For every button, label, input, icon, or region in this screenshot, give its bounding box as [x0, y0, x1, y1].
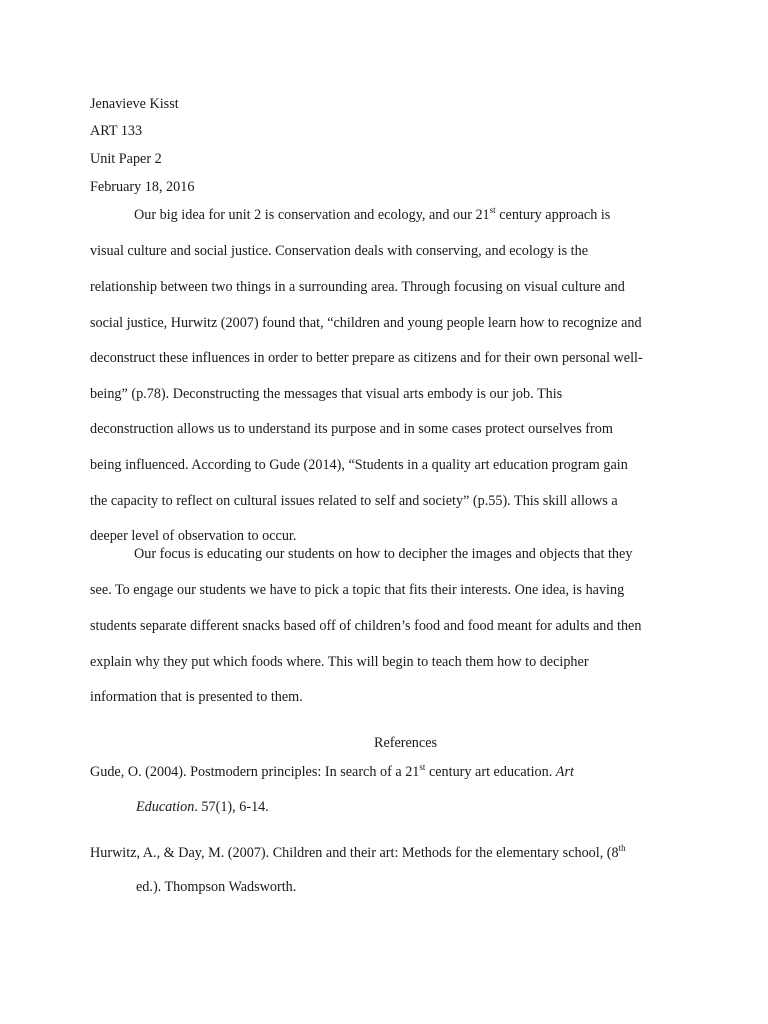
- text-run: . 57(1), 6-14.: [194, 799, 269, 815]
- reference-1-line-2: [136, 799, 269, 815]
- reference-2-line-2: ed.). Thompson Wadsworth.: [136, 879, 297, 895]
- paragraph-1-line-3: relationship between two things in a surrounding area. Through focusing on visual culture and: [90, 279, 625, 295]
- text-run: century art education.: [425, 764, 556, 780]
- text-run: Hurwitz, A., & Day, M. (2007). Children and their art: Methods for the elementary school, (8: [90, 845, 619, 861]
- journal-title-part: Education: [136, 799, 195, 815]
- paragraph-2-line-2: see. To engage our students we have to pick a topic that fits their interests. One idea, is having: [90, 582, 625, 598]
- superscript: st: [489, 205, 496, 215]
- paragraph-1-line-1: [134, 207, 610, 223]
- paper-date: February 18, 2016: [90, 179, 195, 195]
- paragraph-2-line-3: students separate different snacks based off of children’s food and food meant for adults and then: [90, 618, 642, 634]
- paragraph-1-line-2: visual culture and social justice. Conservation deals with conserving, and ecology is the: [90, 243, 589, 259]
- paragraph-1-line-8: being influenced. According to Gude (2014), “Students in a quality art education program gain: [90, 457, 628, 473]
- paragraph-1-line-7: deconstruction allows us to understand its purpose and in some cases protect ourselves from: [90, 421, 613, 437]
- journal-title-part: Art: [555, 764, 574, 780]
- paragraph-1-line-6: being” (p.78). Deconstructing the messages that visual arts embody is our job. This: [90, 386, 563, 402]
- paragraph-1-line-9: the capacity to reflect on cultural issues related to self and society” (p.55). This skill allows a: [90, 493, 618, 509]
- text-run: century approach is: [495, 207, 611, 223]
- paragraph-2-line-5: information that is presented to them.: [90, 689, 303, 705]
- paragraph-1-line-5: deconstruct these influences in order to better prepare as citizens and for their own personal well-: [90, 350, 643, 366]
- superscript: th: [618, 843, 626, 853]
- assignment-title: Unit Paper 2: [90, 151, 162, 167]
- reference-2-line-1: [90, 845, 626, 861]
- paragraph-1-line-10: deeper level of observation to occur.: [90, 528, 297, 544]
- paragraph-1-line-4: social justice, Hurwitz (2007) found that, “children and young people learn how to recognize and: [90, 315, 642, 331]
- paragraph-2-line-1: Our focus is educating our students on how to decipher the images and objects that they: [134, 546, 633, 562]
- paragraph-2-line-4: explain why they put which foods where. This will begin to teach them how to decipher: [90, 654, 589, 670]
- superscript: st: [419, 762, 426, 772]
- author-name: Jenavieve Kisst: [90, 96, 179, 112]
- reference-1-line-1: [90, 764, 574, 780]
- text-run: Gude, O. (2004). Postmodern principles: In search of a 21: [90, 764, 420, 780]
- text-run: Our big idea for unit 2 is conservation and ecology, and our 21: [134, 207, 490, 223]
- course-code: ART 133: [90, 123, 143, 139]
- references-heading: References: [374, 735, 438, 751]
